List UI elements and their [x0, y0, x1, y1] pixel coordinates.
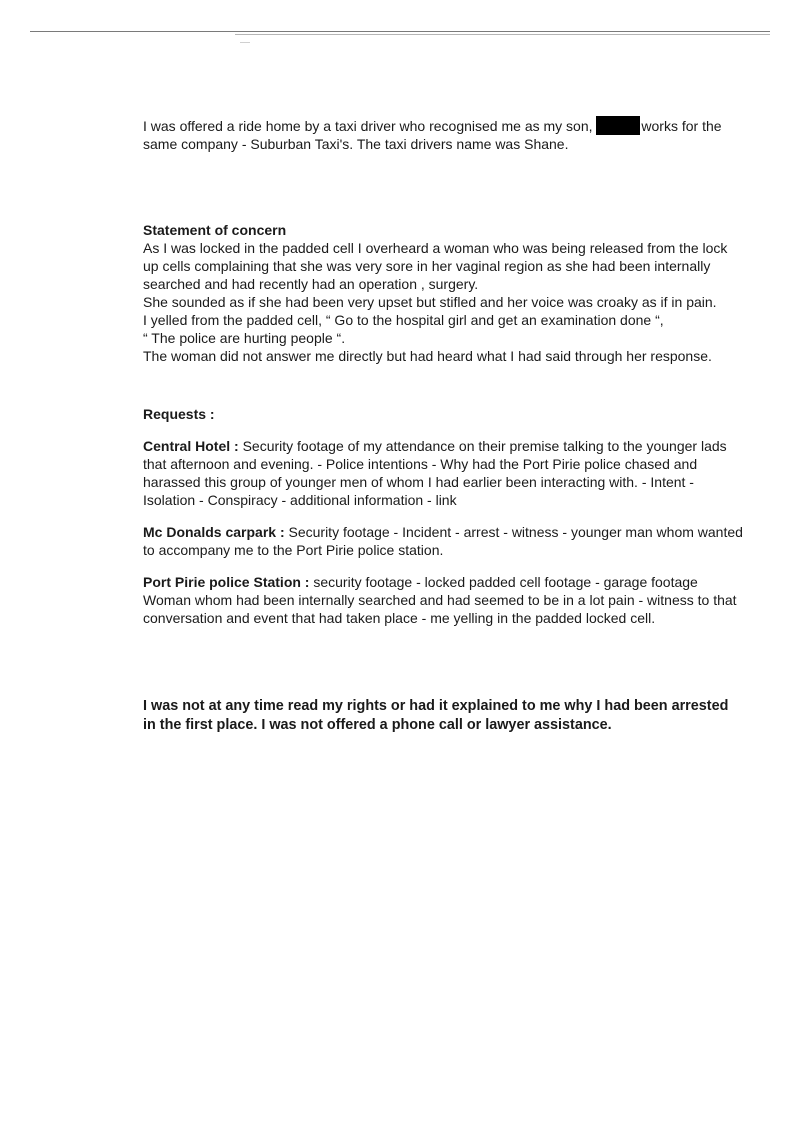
- request-text: Security footage - Incident - arrest - witness - younger man whom wanted to accompany me to the Port Pirie police station.: [143, 524, 743, 558]
- document-body: [143, 116, 743, 735]
- concern-paragraph: The woman did not answer me directly but had heard what I had said through her response.: [143, 348, 712, 364]
- requests-heading: Requests :: [143, 406, 215, 422]
- concern-paragraph: As I was locked in the padded cell I overheard a woman who was being released from the lock up cells complaining that she was very sore in her vaginal region as she had been internally searched and had recently had an operation , surgery.: [143, 240, 728, 292]
- concern-heading: Statement of concern: [143, 222, 287, 238]
- request-item: [143, 573, 743, 627]
- request-item: [143, 437, 743, 509]
- request-text: Security footage of my attendance on their premise talking to the younger lads that afternoon and evening. - Police intentions - Why had the Port Pirie police chased and harassed this group of younger men of whom I had earlier been interacting with. - Intent - Isolation - Conspiracy - additional information - link: [143, 438, 727, 508]
- scan-border-line: [30, 31, 770, 32]
- concern-paragraph: I yelled from the padded cell, “ Go to the hospital girl and get an examination done “,: [143, 312, 664, 328]
- request-text: security footage - locked padded cell footage - garage footage Woman whom had been internally searched and had seemed to be in a lot pain - witness to that conversation and event that had taken place - me yelling in the padded locked cell.: [143, 574, 737, 626]
- intro-text-part2: works for the same company - Suburban Taxi's. The taxi drivers name was Shane.: [143, 118, 722, 152]
- final-statement: I was not at any time read my rights or had it explained to me why I had been arrested in the first place. I was not offered a phone call or lawyer assistance.: [143, 698, 729, 733]
- redaction-block: [596, 116, 640, 135]
- concern-paragraph: She sounded as if she had been very upset but stifled and her voice was croaky as if in pain.: [143, 294, 717, 310]
- request-label: Mc Donalds carpark :: [143, 524, 285, 540]
- scan-mark: [240, 42, 250, 43]
- statement-of-concern-section: [143, 221, 743, 365]
- request-item: [143, 523, 743, 559]
- requests-section: [143, 405, 743, 627]
- scan-border-line-secondary: [235, 34, 770, 35]
- request-label: Central Hotel :: [143, 438, 239, 454]
- request-label: Port Pirie police Station :: [143, 574, 310, 590]
- concern-paragraph: “ The police are hurting people “.: [143, 330, 346, 346]
- intro-text-part1: I was offered a ride home by a taxi driver who recognised me as my son,: [143, 118, 593, 134]
- intro-paragraph: [143, 116, 743, 153]
